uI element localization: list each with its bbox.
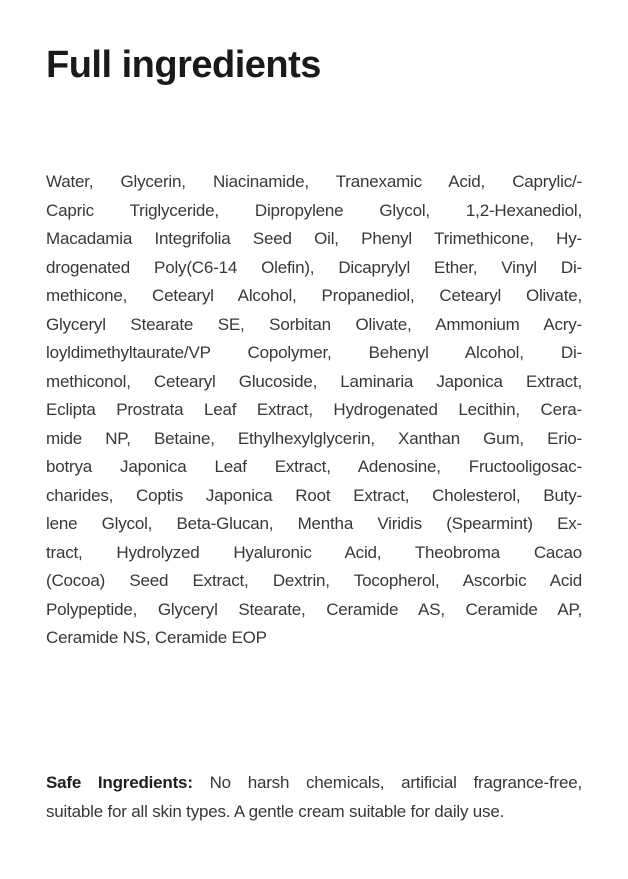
ingredients-paragraph xyxy=(46,168,582,653)
ingredients-line: (Cocoa) Seed Extract, Dextrin, Tocopherol, Ascorbic Acid xyxy=(46,571,582,590)
ingredients-line: lene Glycol, Beta-Glucan, Mentha Viridis (Spearmint) Ex- xyxy=(46,514,582,533)
ingredients-line: botrya Japonica Leaf Extract, Adenosine, Fructooligosac- xyxy=(46,457,582,476)
ingredients-line: Polypeptide, Glyceryl Stearate, Ceramide AS, Ceramide AP, xyxy=(46,599,582,619)
note-line: suitable for all skin types. A gentle cream suitable for daily use. xyxy=(46,802,505,821)
safe-ingredients-note xyxy=(46,768,582,826)
ingredients-line: methicone, Cetearyl Alcohol, Propanediol, Cetearyl Olivate, xyxy=(46,286,582,305)
ingredients-line: mide NP, Betaine, Ethylhexylglycerin, Xanthan Gum, Erio- xyxy=(46,428,582,448)
note-text: No harsh chemicals, artificial fragrance-free, xyxy=(209,773,582,792)
ingredients-line: drogenated Poly(C6-14 Olefin), Dicaprylyl Ether, Vinyl Di- xyxy=(46,257,582,277)
ingredients-line: Capric Triglyceride, Dipropylene Glycol, 1,2-Hexanediol, xyxy=(46,200,582,220)
note-label: Safe Ingredients: xyxy=(46,773,193,792)
note-line xyxy=(46,768,582,797)
page-title: Full ingredients xyxy=(46,44,321,86)
ingredients-line: methiconol, Cetearyl Glucoside, Laminaria Japonica Extract, xyxy=(46,371,582,391)
ingredients-line: Water, Glycerin, Niacinamide, Tranexamic Acid, Caprylic/- xyxy=(46,172,582,191)
ingredients-line: charides, Coptis Japonica Root Extract, Cholesterol, Buty- xyxy=(46,485,582,505)
ingredients-line: Glyceryl Stearate SE, Sorbitan Olivate, Ammonium Acry- xyxy=(46,314,582,334)
ingredients-line: Eclipta Prostrata Leaf Extract, Hydrogenated Lecithin, Cera- xyxy=(46,400,582,419)
ingredients-line: loyldimethyltaurate/VP Copolymer, Behenyl Alcohol, Di- xyxy=(46,343,582,362)
ingredients-line-last: Ceramide NS, Ceramide EOP xyxy=(46,628,267,647)
ingredients-line: Macadamia Integrifolia Seed Oil, Phenyl Trimethicone, Hy- xyxy=(46,229,582,248)
ingredients-line: tract, Hydrolyzed Hyaluronic Acid, Theobroma Cacao xyxy=(46,542,582,562)
